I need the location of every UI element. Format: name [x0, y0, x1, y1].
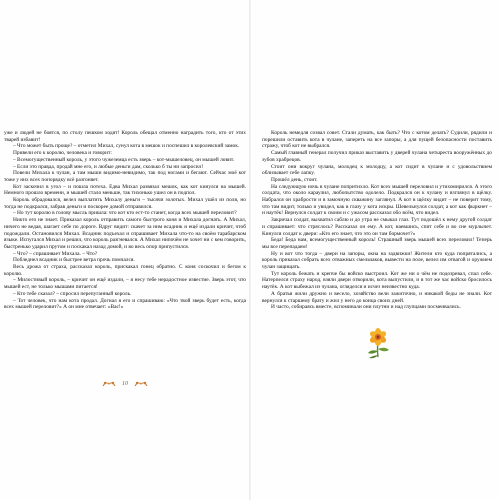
paragraph: уже и людей не боятся, по столу пешком ходят! Король обещал отменно наградить того, кто от этих тварей избавит!	[4, 130, 246, 143]
paragraph: Самый главный генерал получил приказ выставить у дверей чулана четыреста вооружённых до зубов храбрецов.	[262, 150, 492, 163]
right-sprig-icon	[134, 380, 148, 388]
paragraph: – Но тут королю в голову мысль пришла: что кот кто ест-то станет, когда всех мышей переловит?	[13, 210, 237, 217]
paragraph: Кот заскочил в угол – и пошла потеха. Едва Михал развязал мешок, как кот кинулся на мышей. Немного прошло времени, и мышей стало меньше, так тихонько ушел он в подпол.	[4, 183, 246, 197]
paragraph: – Что может быть проще? – отметил Михал, сунул кота в мешок и поспешил в королевский замок.	[13, 143, 240, 150]
paragraph: Закричал солдат, выхватил саблю и до утра не смыкал глаз. Тут подошёл к нему другой солдат и спрашивает: что стряслось? Рассказал он ему. А кот, наевшись, спит себе и во сне мурлычет. Кинулся солдат к двери: «Кто его знает, что это он там бормочет?»	[262, 217, 492, 237]
paragraph: На следующую ночь в чулане попритихло. Кот всех мышей переловил и утихомирился. А этого солдата, что около караулил, любопытство одолело. Подкрался он к чулану и взглянул в щёлку. Набрался он храбрости и в замочную скважину заглянул. А кот в щёлку видит – не поверит тому, что там видит, только и увидел, как в глазу у кота искры. Шевельнулся солдат, а кот как фыркнет – и наутёк! Вернулся солдат к своим и с ужасом рассказал обо всём, что видел.	[262, 183, 492, 217]
paragraph: – Милостивый король, – кричит он ещё издали, – я несу тебе нерадостное известие. Зверь этот, что мышей ест, не только мышами питается!	[4, 277, 246, 291]
page-number: 10	[122, 381, 128, 387]
paragraph: – Всемогущественный король, у этого чужеземца есть зверь – кот-мышеловец, он мышей ловит.	[13, 156, 235, 163]
paragraph: – Кто тебе сказал? – спросил перепуганный король.	[13, 290, 132, 297]
paragraph: А братья жили дружно и весело, хозяйство вели зажиточно, и никакой беды не знали. Кот вернулся к старшему брату и жил у него до конца своих дней.	[262, 290, 492, 304]
paragraph: Ну и вот что тогда – двери на запоры, окна на задвижки! Жители кто куда попрятались, а король приказал собрать всех отважных смельчаков, вывести на поле, велел им отвагой и оружием чулан защищать.	[262, 250, 492, 271]
left-sprig-icon	[102, 380, 116, 388]
paragraph: Стоит они вокруг чулана, молодец к молодцу, а кот сидит в чулане и с удовольствием облизывает себе лапку.	[262, 163, 492, 177]
paragraph: Тут король бежать и крепче бы войско выстроил. Кот же ни о чём не подозревал, спал себе. Натерпелся страху народ, взяли двери отворили, кота выпустили, и в тот же час войско бросилось наутёк. А кот выбежал из чулана, огляделся и исчез неизвестно куда.	[262, 270, 492, 291]
paragraph: – Что? – спрашивает Михала. – Что?	[13, 250, 98, 257]
paragraph: Привели его к королю, человека и говорит:	[13, 150, 112, 157]
page-footer-ornament	[0, 380, 250, 388]
flower-illustration-icon	[362, 327, 394, 359]
paragraph: Повели Михала к чулан, а там мыши видимо-невидимо, так под ногами и бегают. Сейчас моё кот тоже у них всех попорядку всё разгоняет.	[4, 170, 246, 183]
paragraph: Весь дрожа от страха, рассказал король, прискакал гонец обратно. С коня соскочил и бегом к королю.	[4, 264, 246, 277]
paragraph: Никто его не знает. Приказал король отправить самого быстрого коня и Михала догнать. А Михал, ничего не ведая, шагает себе по дороге. Вдруг видит: скачет за ним всадник и ещё издали кричит, чтоб подождали. Остановился Михал. Всадник подъехал и спрашивает Михала что-то на своём тарабарском языке. Испугался Михал и решил, что король разгневался. А Михал нипочём не хочет ни с кем говорить, быстренько ударил прутом и поскакал назад домой, и во весь опор припустился.	[4, 217, 246, 250]
paragraph: – Если это правда, продай мне его, и любые деньги дам, сколько б ты ни запросил!	[13, 163, 204, 170]
paragraph: Беда! Беда нам, всемогущественный король! Страшный зверь мышей всех переловил! Теперь мы все перепадаем!	[262, 237, 492, 250]
paragraph: Побледнел всадник и быстрее ветра прочь помчался.	[13, 257, 135, 264]
paragraph: Прошёл день, стоит.	[271, 176, 318, 183]
left-page-text	[4, 130, 246, 311]
paragraph: И часто, собираясь вместе, вспоминали они плутни и над глупцами посмеивались.	[271, 304, 461, 311]
paragraph: – Тот человек, что нам кота продал. Догнал я его и спрашиваю: «Что твой зверь будет есть, когда всех мышей переловит?» А он мне отвечает: «Вас!»	[4, 297, 246, 311]
paragraph: Король немедля созвал совет. Стали думать, как быть? Что с котом делать? Судили, рядили и порешили оставить кота в чулане, запереть на все запоры, а для пущей безопасности поставить стражу, чтоб кот не выбрался.	[262, 130, 492, 150]
paragraph: Король обрадовался, велел выплатить Михалу деньги – тысячи золотых. Михал ушёл из поля, но тогда не подкрался, забрав деньги и поскорее домой отправился.	[4, 197, 246, 210]
right-page-text	[262, 130, 492, 311]
right-page	[250, 0, 500, 500]
